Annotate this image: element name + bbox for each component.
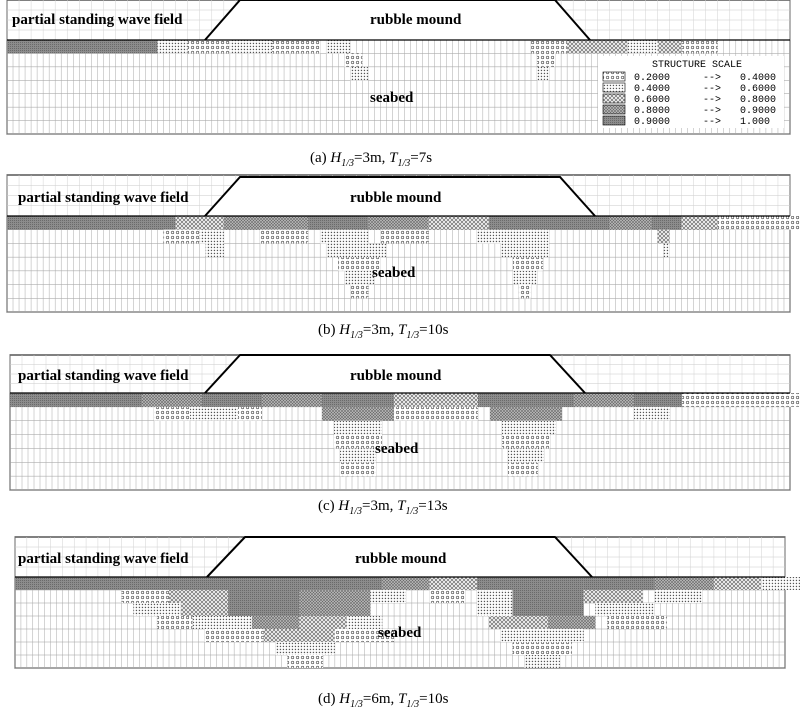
structure-cell bbox=[154, 407, 190, 421]
label-seabed: seabed bbox=[378, 625, 422, 641]
label-rubble-mound: rubble mound bbox=[350, 190, 442, 206]
structure-cell bbox=[718, 216, 800, 230]
structure-cell bbox=[477, 577, 584, 590]
structure-cell bbox=[15, 577, 169, 590]
structure-cell bbox=[340, 462, 376, 476]
structure-cell bbox=[761, 577, 800, 590]
label-wave-field: partial standing wave field bbox=[18, 368, 189, 384]
structure-cell bbox=[230, 40, 272, 53]
structure-cell bbox=[508, 462, 538, 476]
structure-cell bbox=[7, 216, 176, 230]
structure-cell bbox=[252, 616, 299, 629]
structure-cell bbox=[607, 616, 666, 629]
structure-cell bbox=[169, 590, 228, 603]
structure-cell bbox=[10, 393, 142, 407]
caption-part: T bbox=[389, 150, 398, 166]
label-rubble-mound: rubble mound bbox=[350, 368, 442, 384]
structure-cell bbox=[344, 53, 362, 66]
structure-cell bbox=[548, 616, 595, 629]
structure-cell bbox=[344, 271, 374, 285]
structure-cell bbox=[224, 216, 308, 230]
structure-cell bbox=[513, 257, 543, 271]
structure-cell bbox=[634, 407, 670, 421]
legend-to: 1.000 bbox=[740, 117, 771, 128]
structure-cell bbox=[682, 40, 718, 53]
caption-part: =10s bbox=[419, 691, 449, 707]
legend-arrow: --> bbox=[703, 73, 722, 84]
legend-to: 0.8000 bbox=[740, 95, 777, 106]
structure-cell bbox=[651, 216, 681, 230]
structure-cell bbox=[490, 407, 562, 421]
structure-cell bbox=[276, 642, 335, 655]
structure-scale-legend bbox=[598, 56, 784, 128]
structure-cell bbox=[262, 393, 322, 407]
structure-cell bbox=[287, 655, 323, 668]
caption-part: T bbox=[397, 498, 406, 514]
panel-d bbox=[15, 537, 800, 710]
structure-cell bbox=[320, 230, 368, 244]
structure-cell bbox=[158, 40, 188, 53]
structure-cell bbox=[634, 393, 682, 407]
caption-part: =3m, bbox=[354, 150, 390, 166]
caption-part: 1/3 bbox=[405, 506, 419, 517]
structure-cell bbox=[657, 230, 669, 244]
panel-caption bbox=[310, 150, 432, 169]
structure-cell bbox=[299, 616, 346, 629]
structure-cell bbox=[519, 285, 531, 299]
caption-part: (d) bbox=[318, 691, 340, 707]
structure-cell bbox=[382, 577, 429, 590]
structure-cell bbox=[308, 216, 368, 230]
structure-cell bbox=[627, 40, 657, 53]
structure-cell bbox=[584, 590, 643, 603]
legend-to: 0.4000 bbox=[740, 73, 777, 84]
label-seabed: seabed bbox=[370, 90, 414, 106]
structure-cell bbox=[142, 393, 202, 407]
label-wave-field: partial standing wave field bbox=[18, 551, 189, 567]
structure-cell bbox=[537, 67, 549, 80]
panel-b bbox=[7, 175, 800, 341]
label-seabed: seabed bbox=[372, 265, 416, 281]
structure-cell bbox=[430, 590, 466, 603]
legend-from: 0.2000 bbox=[634, 73, 671, 84]
caption-part: 1/3 bbox=[406, 699, 420, 710]
structure-cell bbox=[206, 243, 224, 257]
caption-part: 1/3 bbox=[350, 699, 363, 710]
legend-swatch bbox=[603, 116, 625, 125]
structure-cell bbox=[188, 40, 230, 53]
structure-cell bbox=[190, 407, 238, 421]
structure-cell bbox=[537, 53, 555, 66]
structure-cell bbox=[477, 230, 549, 244]
legend-arrow: --> bbox=[703, 117, 722, 128]
structure-cell bbox=[574, 393, 634, 407]
structure-cell bbox=[513, 642, 572, 655]
legend-to: 0.9000 bbox=[740, 106, 777, 117]
legend-swatch bbox=[603, 105, 625, 114]
structure-cell bbox=[299, 590, 370, 616]
structure-cell bbox=[682, 393, 800, 407]
structure-cell bbox=[276, 577, 383, 590]
structure-cell bbox=[340, 448, 376, 462]
structure-cell bbox=[567, 40, 627, 53]
legend-from: 0.9000 bbox=[634, 117, 671, 128]
structure-cell bbox=[205, 629, 264, 642]
structure-cell bbox=[272, 40, 320, 53]
caption-part: =7s bbox=[410, 150, 433, 166]
structure-cell bbox=[664, 243, 670, 257]
label-seabed: seabed bbox=[375, 441, 419, 457]
structure-cell bbox=[193, 616, 252, 629]
structure-cell bbox=[181, 603, 228, 616]
legend-arrow: --> bbox=[703, 95, 722, 106]
panel-c bbox=[10, 355, 800, 517]
structure-cell bbox=[682, 216, 718, 230]
caption-part: =6m, bbox=[362, 691, 399, 707]
structure-cell bbox=[169, 577, 276, 590]
legend-arrow: --> bbox=[703, 106, 722, 117]
structure-cell bbox=[7, 40, 158, 53]
structure-cell bbox=[489, 216, 609, 230]
structure-cell bbox=[477, 590, 513, 616]
structure-cell bbox=[122, 590, 169, 603]
structure-cell bbox=[513, 590, 584, 616]
structure-cell bbox=[322, 407, 394, 421]
structure-cell bbox=[394, 407, 478, 421]
structure-cell bbox=[350, 67, 368, 80]
structure-cell bbox=[584, 577, 655, 590]
caption-part: 1/3 bbox=[349, 506, 363, 517]
structure-cell bbox=[508, 448, 544, 462]
legend-swatch bbox=[603, 83, 625, 92]
structure-cell bbox=[394, 393, 478, 407]
caption-part: =10s bbox=[419, 322, 449, 338]
caption-part: T bbox=[398, 691, 407, 707]
structure-cell bbox=[502, 421, 556, 435]
structure-cell bbox=[326, 243, 386, 257]
structure-cell bbox=[489, 616, 548, 629]
legend-to: 0.6000 bbox=[740, 84, 777, 95]
caption-part: H bbox=[338, 498, 350, 514]
label-wave-field: partial standing wave field bbox=[12, 12, 183, 28]
legend-from: 0.6000 bbox=[634, 95, 671, 106]
label-rubble-mound: rubble mound bbox=[370, 12, 462, 28]
caption-part: =3m, bbox=[362, 498, 398, 514]
caption-part: =3m, bbox=[362, 322, 399, 338]
panel-caption bbox=[318, 498, 448, 517]
structure-cell bbox=[347, 616, 383, 629]
structure-cell bbox=[380, 230, 428, 244]
structure-cell bbox=[228, 590, 299, 616]
structure-cell bbox=[200, 230, 224, 244]
caption-part: (a) bbox=[310, 150, 331, 166]
structure-cell bbox=[260, 230, 308, 244]
caption-part: =13s bbox=[418, 498, 448, 514]
caption-part: H bbox=[339, 691, 351, 707]
structure-cell bbox=[655, 590, 702, 603]
structure-cell bbox=[657, 40, 681, 53]
structure-cell bbox=[176, 216, 224, 230]
structure-cell bbox=[370, 590, 406, 603]
structure-cell bbox=[202, 393, 262, 407]
legend-arrow: --> bbox=[703, 84, 722, 95]
structure-cell bbox=[133, 603, 180, 616]
structure-cell bbox=[334, 421, 382, 435]
structure-cell bbox=[714, 577, 761, 590]
panel-a bbox=[7, 0, 790, 169]
structure-cell bbox=[478, 393, 574, 407]
structure-cell bbox=[157, 616, 193, 629]
caption-part: 1/3 bbox=[406, 330, 420, 341]
structure-cell bbox=[429, 216, 489, 230]
label-wave-field: partial standing wave field bbox=[18, 190, 189, 206]
legend-swatch bbox=[603, 72, 625, 81]
caption-part: 1/3 bbox=[341, 158, 355, 169]
panels-layer bbox=[7, 0, 800, 710]
caption-part: 1/3 bbox=[350, 330, 363, 341]
structure-cell bbox=[368, 216, 428, 230]
caption-part: 1/3 bbox=[397, 158, 411, 169]
legend-from: 0.8000 bbox=[634, 106, 671, 117]
structure-cell bbox=[501, 243, 549, 257]
structure-cell bbox=[326, 40, 350, 53]
structure-cell bbox=[609, 216, 651, 230]
structure-cell bbox=[531, 40, 567, 53]
caption-part: (b) bbox=[318, 322, 340, 338]
label-rubble-mound: rubble mound bbox=[355, 551, 447, 567]
structure-cell bbox=[264, 629, 335, 642]
structure-cell bbox=[430, 577, 477, 590]
structure-cell bbox=[502, 435, 550, 449]
structure-cell bbox=[322, 393, 394, 407]
structure-cell bbox=[238, 407, 262, 421]
panel-caption bbox=[318, 691, 449, 710]
structure-cell bbox=[655, 577, 714, 590]
structure-cell bbox=[164, 230, 200, 244]
structure-cell bbox=[350, 285, 368, 299]
legend-from: 0.4000 bbox=[634, 84, 671, 95]
panel-caption bbox=[318, 322, 449, 341]
structure-cell bbox=[524, 655, 560, 668]
legend-title: STRUCTURE SCALE bbox=[652, 60, 743, 71]
caption-part: H bbox=[339, 322, 351, 338]
caption-part: H bbox=[330, 150, 342, 166]
structure-cell bbox=[501, 629, 584, 642]
structure-cell bbox=[595, 603, 654, 616]
structure-cell bbox=[513, 271, 537, 285]
caption-part: (c) bbox=[318, 498, 339, 514]
legend-swatch bbox=[603, 94, 625, 103]
caption-part: T bbox=[398, 322, 407, 338]
